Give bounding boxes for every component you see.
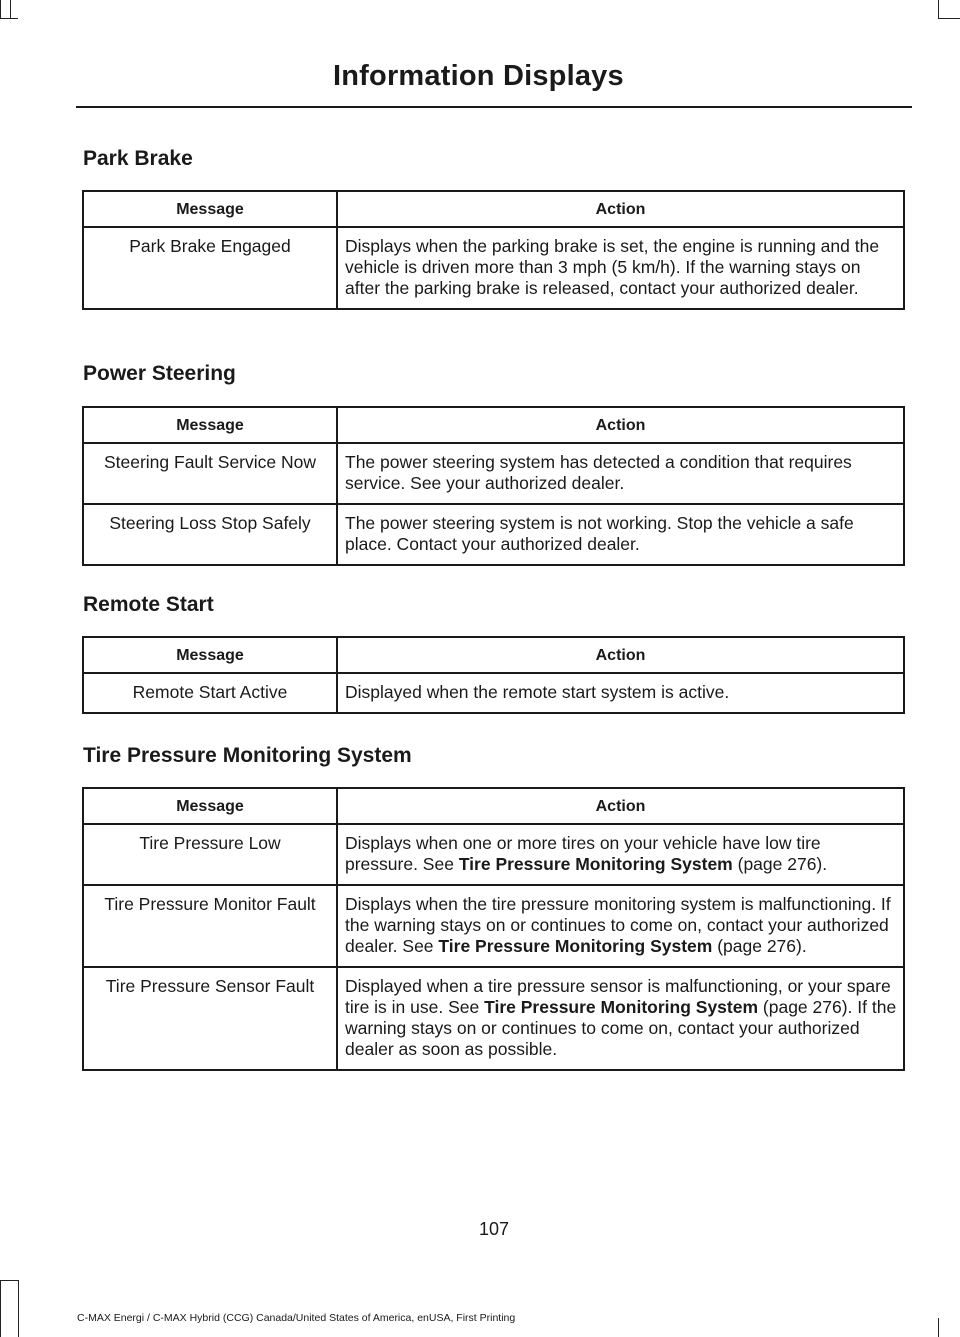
- section-heading-park-brake: Park Brake: [83, 147, 193, 170]
- table-header-row: [83, 407, 904, 443]
- section-heading-remote-start: Remote Start: [83, 593, 214, 616]
- crop-mark: [0, 1280, 18, 1281]
- action-cell: Displays when the parking brake is set, the engine is running and the vehicle is driven more than 3 mph (5 km/h). If the warning stays on after the parking brake is released, contact your authorized dealer.: [337, 227, 904, 309]
- section-heading-tire-pressure: Tire Pressure Monitoring System: [83, 744, 412, 767]
- action-cell: The power steering system has detected a condition that requires service. See your authorized dealer.: [337, 443, 904, 504]
- footer-text: C-MAX Energi / C-MAX Hybrid (CCG) Canada/United States of America, enUSA, First Printing: [77, 1312, 516, 1324]
- crop-mark: [938, 1318, 939, 1337]
- action-cell: Displayed when the remote start system is active.: [337, 673, 904, 713]
- message-cell: Remote Start Active: [83, 673, 337, 713]
- column-header-message: Message: [83, 788, 337, 824]
- tire-pressure-table: [82, 787, 905, 1071]
- header-rule: [76, 106, 912, 108]
- table-header-row: [83, 191, 904, 227]
- message-cell: Tire Pressure Sensor Fault: [83, 967, 337, 1070]
- remote-start-table: [82, 636, 905, 714]
- crop-mark: [0, 0, 1, 18]
- crop-mark: [938, 18, 960, 19]
- section-heading-power-steering: Power Steering: [83, 362, 236, 385]
- table-header-row: [83, 788, 904, 824]
- message-cell: Steering Fault Service Now: [83, 443, 337, 504]
- column-header-action: Action: [337, 407, 904, 443]
- table-row: [83, 673, 904, 713]
- message-cell: Park Brake Engaged: [83, 227, 337, 309]
- column-header-message: Message: [83, 637, 337, 673]
- park-brake-table: [82, 190, 905, 310]
- action-cell: [337, 885, 904, 967]
- action-cell: [337, 967, 904, 1070]
- crop-mark: [0, 1280, 1, 1337]
- action-cell: The power steering system is not working. Stop the vehicle a safe place. Contact your authorized dealer.: [337, 504, 904, 565]
- crop-mark: [10, 0, 11, 18]
- column-header-message: Message: [83, 407, 337, 443]
- crop-mark: [0, 18, 18, 19]
- page-number: 107: [478, 1219, 510, 1239]
- action-text: Displayed when a tire pressure sensor is malfunctioning, or your spare tire is in use. See: [345, 976, 891, 1017]
- table-row: [83, 885, 904, 967]
- action-text: Displays when the tire pressure monitoring system is malfunctioning. If the warning stays on or continues to come on, contact your authorized dealer. See: [345, 894, 891, 956]
- message-cell: Steering Loss Stop Safely: [83, 504, 337, 565]
- table-row: [83, 227, 904, 309]
- page-reference: (page 276).: [732, 854, 828, 874]
- table-row: [83, 967, 904, 1070]
- message-cell: Tire Pressure Monitor Fault: [83, 885, 337, 967]
- column-header-message: Message: [83, 191, 337, 227]
- page-reference: (page 276). If the warning stays on or continues to come on, contact your authorized dealer as soon as possible.: [345, 997, 897, 1059]
- page-reference: (page 276).: [712, 936, 807, 956]
- action-cell: [337, 824, 904, 885]
- column-header-action: Action: [337, 191, 904, 227]
- message-cell: Tire Pressure Low: [83, 824, 337, 885]
- column-header-action: Action: [337, 788, 904, 824]
- cross-reference-link[interactable]: Tire Pressure Monitoring System: [484, 997, 759, 1017]
- table-row: [83, 824, 904, 885]
- table-row: [83, 504, 904, 565]
- crop-mark: [18, 1280, 19, 1337]
- power-steering-table: [82, 406, 905, 566]
- cross-reference-link[interactable]: Tire Pressure Monitoring System: [438, 936, 713, 956]
- table-header-row: [83, 637, 904, 673]
- cross-reference-link[interactable]: Tire Pressure Monitoring System: [458, 854, 733, 874]
- crop-mark: [938, 0, 939, 18]
- action-text: Displays when one or more tires on your vehicle have low tire pressure. See: [345, 833, 821, 874]
- table-row: [83, 443, 904, 504]
- column-header-action: Action: [337, 637, 904, 673]
